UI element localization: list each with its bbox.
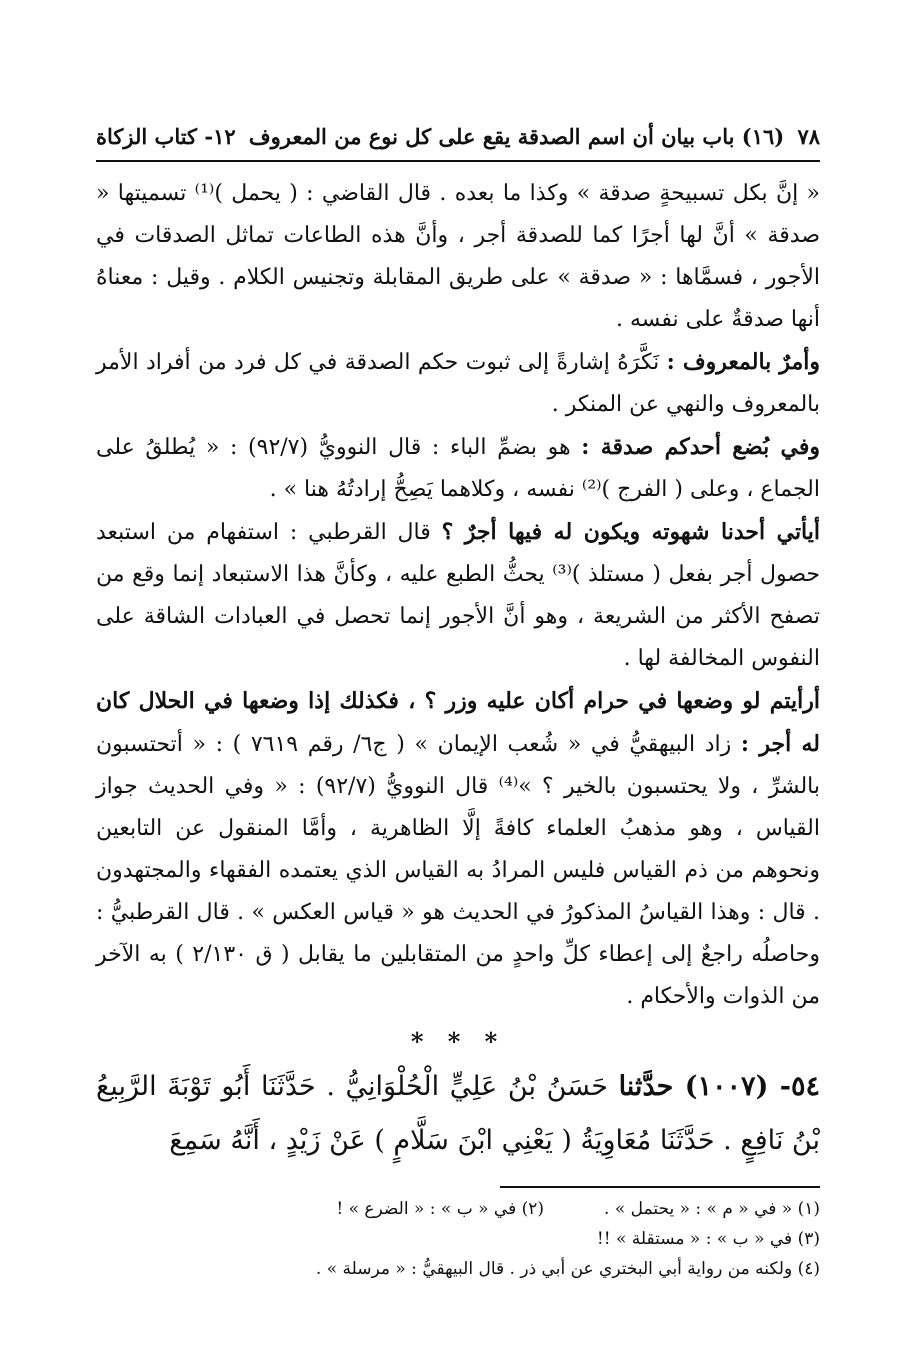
- paragraph-3: [96, 426, 820, 511]
- paragraph-text: زاد البيهقيُّ في « شُعب الإيمان » ( ج٦/ رقم ٧٦١٩ ) : « أتحتسبون بالشرِّ ، ولا يحتسبون بالخير ؟ »⁽⁴⁾ قال النوويُّ (٩٢/٧) : « وفي الحديث جواز القياس ، وهو مذهبُ العلماء كافةً إلَّا الظاهرية ، وأمَّا المنقول عن التابعين ونحوهم من ذم القياس فليس المرادُ به القياس الذي يعتمده الفقهاء والمجتهدون . قال : وهذا القياسُ المذكورُ في الحديث هو « قياس العكس » . قال القرطبيُّ : وحاصلُه راجعٌ إلى إعطاء كلِّ واحدٍ من المتقابلين ما يقابل ( ق ٢/١٣٠ ) به الآخر من الذوات والأحكام .: [96, 732, 820, 1009]
- paragraph-lead: أيأتي أحدنا شهوته ويكون له فيها أجرٌ ؟: [441, 519, 820, 545]
- paragraph-2: [96, 341, 820, 426]
- hadith-chain: حَسَنُ بْنُ عَلِيٍّ الْحُلْوَانِيُّ . حَدَّثَنَا أَبُو تَوْبَةَ الرَّبِيعُ بْنُ نَافِعٍ . حَدَّثَنَا مُعَاوِيَةُ ( يَعْنِي ابْنَ سَلَّامٍ ) عَنْ زَيْدٍ ، أَنَّهُ سَمِعَ: [96, 1071, 820, 1156]
- footnotes: [96, 1194, 820, 1284]
- paragraph-text: نَكَّرَهُ إشارةً إلى ثبوت حكم الصدقة في كل فرد من أفراد الأمر بالمعروف والنهي عن المنكر .: [96, 350, 820, 417]
- paragraph-text: « إنَّ بكل تسبيحةٍ صدقة » وكذا ما بعده . قال القاضي : ( يحمل )⁽¹⁾ تسميتها « صدقة » أنَّ لها أجرًا كما للصدقة أجر ، وأنَّ هذه الطاعات تماثل الصدقات في الأجور ، فسمَّاها : « صدقة » على طريق المقابلة وتجنيس الكلام . وقيل : معناهُ أنها صدقةٌ على نفسه .: [96, 181, 820, 332]
- paragraph-5: [96, 680, 820, 1018]
- paragraph-text: هو بضمِّ الباء : قال النوويُّ (٩٢/٧) : « يُطلقُ على الجماع ، وعلى ( الفرج )⁽²⁾ نفسه ، وكلاهما يَصِحُّ إرادتُهُ هنا » .: [96, 435, 820, 502]
- footnote-3: (٣) في « ب » : « مستقلة » !!: [596, 1229, 820, 1249]
- commentary-body: [96, 172, 820, 1018]
- footnote-2: (٢) في « ب » : « الضرع » !: [336, 1199, 545, 1219]
- paragraph-1: [96, 172, 820, 341]
- footnote-row: [96, 1194, 820, 1224]
- footnote-4: (٤) ولكنه من رواية أبي البختري عن أبي ذر . قال البيهقيُّ : « مرسلة » .: [315, 1259, 820, 1279]
- hadith-number: ٥٤- (١٠٠٧) حدَّثنا: [618, 1071, 821, 1102]
- chapter-title: (١٦) باب بيان أن اسم الصدقة يقع على كل نوع من المعروف: [248, 124, 785, 149]
- section-separator: * * *: [410, 1027, 506, 1056]
- paragraph-4: [96, 511, 820, 680]
- footnote-divider: [500, 1186, 820, 1188]
- running-header: [96, 120, 820, 162]
- page-number: ٧٨: [797, 124, 820, 149]
- footnote-1: (١) « في « م » : « يحتمل » .: [604, 1199, 820, 1219]
- paragraph-lead: أرأيتم لو وضعها في حرام أكان عليه وزر ؟ ، فكذلك إذا وضعها في الحلال كان له أجر :: [96, 688, 820, 757]
- paragraph-text: قال القرطبي : استفهام من استبعد حصول أجر بفعل ( مستلذ )⁽³⁾ يحثُّ الطبع عليه ، وكأنَّ هذا الاستبعاد إنما وقع من تصفح الأكثر من الشريعة ، وهو أنَّ الأجور إنما تحصل في العبادات الشاقة على النفوس المخالفة لها .: [96, 520, 821, 671]
- paragraph-lead: وفي بُضع أحدكم صدقة :: [581, 434, 820, 460]
- book-title: ١٢- كتاب الزكاة: [96, 124, 236, 149]
- hadith-text: [96, 1060, 820, 1168]
- paragraph-lead: وأمرٌ بالمعروف :: [666, 349, 821, 375]
